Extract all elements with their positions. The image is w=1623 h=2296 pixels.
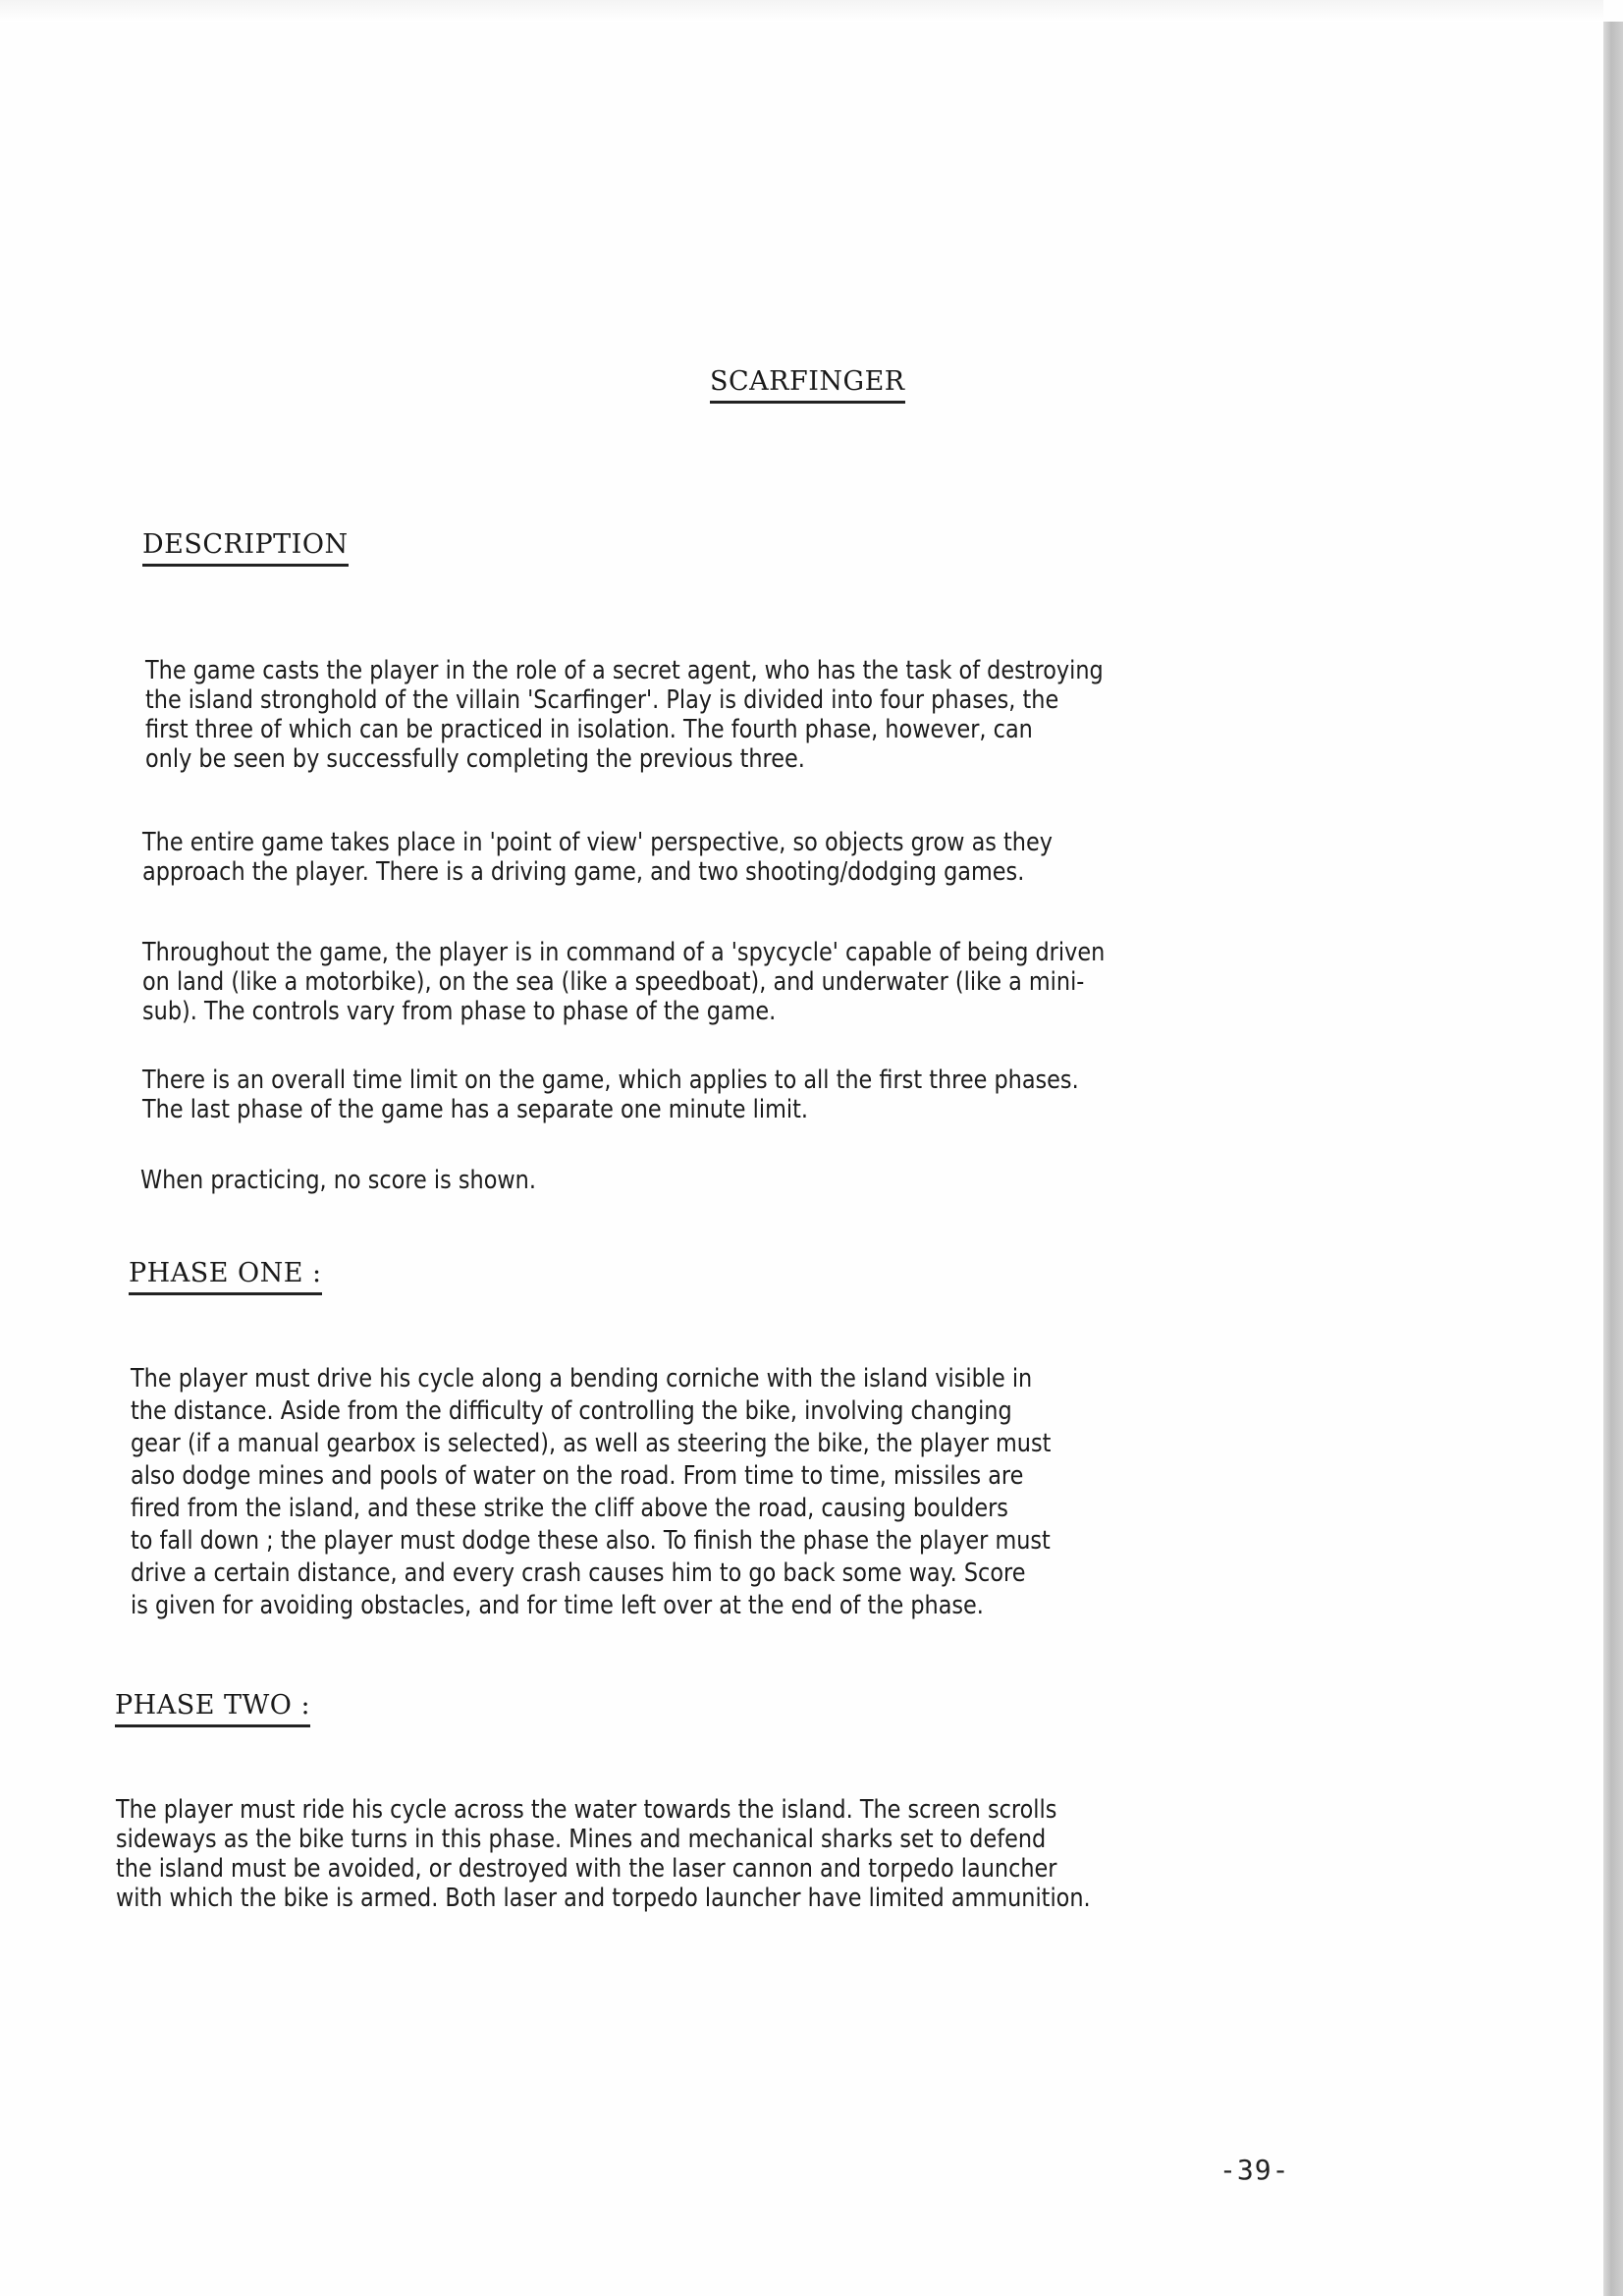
text-line: the distance. Aside from the difficulty of controlling the bike, involving changing: [131, 1396, 1012, 1426]
text-line: The player must drive his cycle along a bending corniche with the island visible in: [131, 1364, 1033, 1394]
text-line: The player must ride his cycle across the water towards the island. The screen scrolls: [116, 1795, 1057, 1825]
description-paragraph-1: [145, 656, 1104, 774]
text-line: also dodge mines and pools of water on the road. From time to time, missiles are: [131, 1461, 1024, 1491]
phase-one-paragraph: [131, 1363, 1051, 1622]
text-line: The last phase of the game has a separate one minute limit.: [142, 1095, 808, 1124]
text-line: fired from the island, and these strike the cliff above the road, causing boulders: [131, 1494, 1008, 1523]
text-line: sub). The controls vary from phase to phase of the game.: [142, 997, 777, 1026]
page-number: -39-: [1219, 2154, 1290, 2186]
section-heading-phase-one: PHASE ONE :: [129, 1257, 322, 1295]
text-line: There is an overall time limit on the game, which applies to all the first three phases.: [142, 1066, 1079, 1095]
description-paragraph-2: [142, 828, 1053, 887]
text-line: on land (like a motorbike), on the sea (like a speedboat), and underwater (like a mini-: [142, 967, 1085, 997]
text-line: gear (if a manual gearbox is selected), as well as steering the bike, the player must: [131, 1429, 1052, 1458]
text-line: the island stronghold of the villain 'Scarfinger'. Play is divided into four phases, the: [145, 685, 1059, 715]
text-line: is given for avoiding obstacles, and for time left over at the end of the phase.: [131, 1591, 984, 1620]
text-line: first three of which can be practiced in isolation. The fourth phase, however, can: [145, 715, 1033, 744]
text-line: drive a certain distance, and every crash causes him to go back some way. Score: [131, 1558, 1026, 1588]
text-line: sideways as the bike turns in this phase. Mines and mechanical sharks set to defend: [116, 1825, 1047, 1854]
text-line: The game casts the player in the role of a secret agent, who has the task of destroying: [145, 656, 1104, 685]
phase-two-paragraph: [116, 1795, 1091, 1913]
text-line: approach the player. There is a driving game, and two shooting/dodging games.: [142, 857, 1025, 887]
document-title: SCARFINGER: [710, 365, 905, 404]
text-line: only be seen by successfully completing the previous three.: [145, 744, 805, 774]
text-line: When practicing, no score is shown.: [140, 1166, 536, 1195]
section-heading-phase-two: PHASE TWO :: [115, 1689, 310, 1727]
text-line: to fall down ; the player must dodge these also. To finish the phase the player must: [131, 1526, 1051, 1556]
text-line: The entire game takes place in 'point of view' perspective, so objects grow as they: [142, 828, 1053, 857]
description-paragraph-5: [140, 1166, 536, 1195]
text-line: with which the bike is armed. Both laser and torpedo launcher have limited ammunition.: [116, 1884, 1091, 1913]
scan-page-edge: [1603, 22, 1623, 2296]
section-heading-description: DESCRIPTION: [142, 528, 349, 567]
text-line: Throughout the game, the player is in command of a 'spycycle' capable of being driven: [142, 938, 1106, 967]
description-paragraph-3: [142, 938, 1105, 1026]
text-line: the island must be avoided, or destroyed with the laser cannon and torpedo launcher: [116, 1854, 1057, 1884]
scan-top-shade: [0, 0, 1603, 22]
description-paragraph-4: [142, 1066, 1079, 1124]
